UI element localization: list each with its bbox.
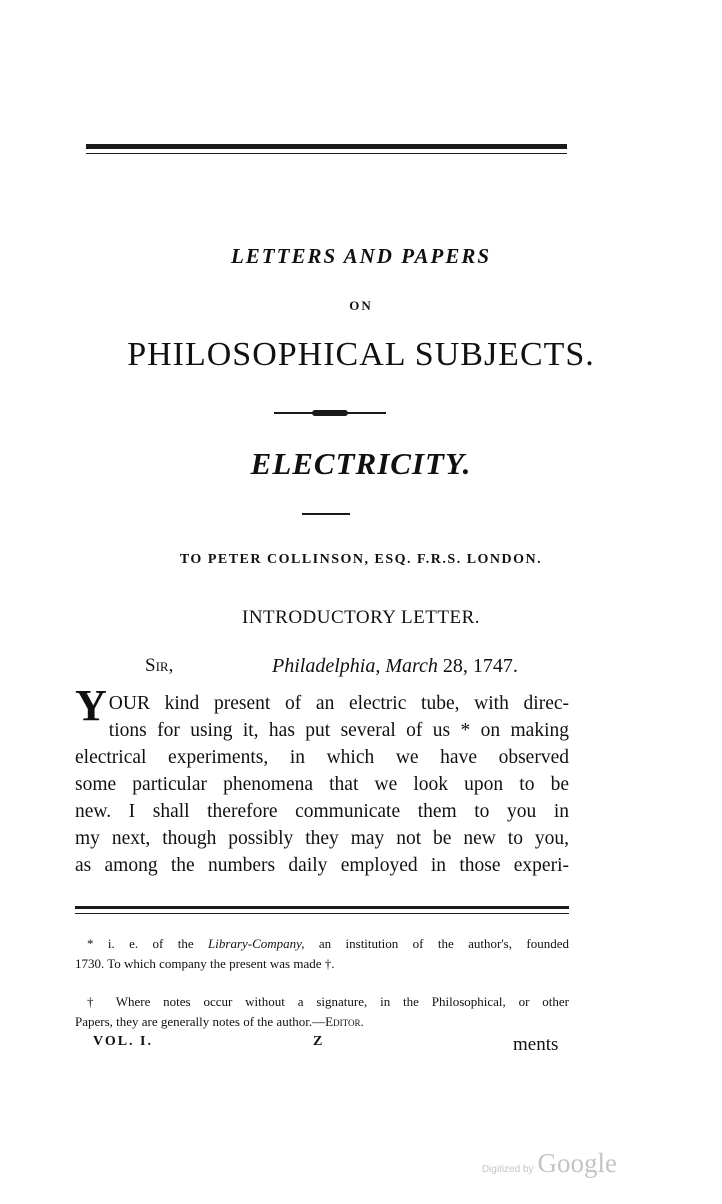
footnote-2-line-1: † Where notes occur without a signature, in the Philosophical, or other	[87, 994, 569, 1009]
dateline-day: 28, 1747.	[442, 655, 518, 677]
series-title: LETTERS AND PAPERS	[230, 244, 492, 268]
footnote-2-editor: Editor.	[325, 1014, 364, 1029]
digitized-watermark	[482, 1148, 617, 1179]
footnote-1-line-1	[75, 934, 569, 954]
section-divider	[302, 513, 350, 515]
body-line: new. I shall therefore communicate them to you in	[75, 801, 569, 822]
series-conjunction: ON	[349, 298, 373, 313]
letter-addressee: TO PETER COLLINSON, ESQ. F.R.S. LONDON.	[179, 552, 543, 567]
body-line: some particular phenomena that we look upon to be	[75, 774, 569, 795]
watermark-prefix: Digitized by	[481, 1164, 534, 1175]
footnote-1-line-2: 1730. To which company the present was made †.	[75, 956, 335, 971]
body-line: my next, though possibly they may not be new to you,	[75, 828, 569, 849]
top-ornamental-rule	[86, 144, 567, 149]
catchword: ments	[513, 1034, 559, 1055]
footnote-2-text: Papers, they are generally notes of the author.—	[75, 1014, 326, 1029]
top-ornamental-rule-thin	[86, 153, 567, 154]
volume-number: VOL. I.	[93, 1034, 154, 1049]
body-line: OUR kind present of an electric tube, with direc-	[108, 693, 569, 714]
letter-body	[75, 681, 569, 879]
signature-mark: Z	[313, 1034, 323, 1049]
dateline-place: Philadelphia, March	[272, 655, 438, 677]
footnote-1-end: an institution of the author's, founded	[318, 936, 569, 951]
footnote-1-start: * i. e. of the	[87, 936, 194, 951]
footnote-rule-thin	[75, 913, 569, 914]
salutation	[145, 655, 173, 677]
footnote-1-italic: Library-Company,	[208, 936, 305, 951]
body-line: tions for using it, has put several of us * on making	[108, 720, 569, 741]
footnote-2	[75, 992, 569, 1032]
footnote-2-line-2	[75, 1012, 569, 1032]
drop-cap: Y	[75, 681, 107, 730]
letter-title: INTRODUCTORY LETTER.	[242, 607, 480, 628]
salutation-text: Sir,	[145, 655, 174, 676]
google-logo-text: Google	[537, 1148, 617, 1178]
body-line: electrical experiments, in which we have observed	[75, 747, 569, 768]
footnote-1	[75, 934, 569, 974]
series-main-title: PHILOSOPHICAL SUBJECTS.	[127, 336, 595, 373]
body-line: as among the numbers daily employed in those experi-	[75, 855, 569, 876]
section-title: ELECTRICITY.	[250, 446, 472, 481]
title-divider-swell-center	[312, 410, 348, 416]
footnote-rule	[75, 906, 569, 909]
dateline	[272, 655, 518, 678]
